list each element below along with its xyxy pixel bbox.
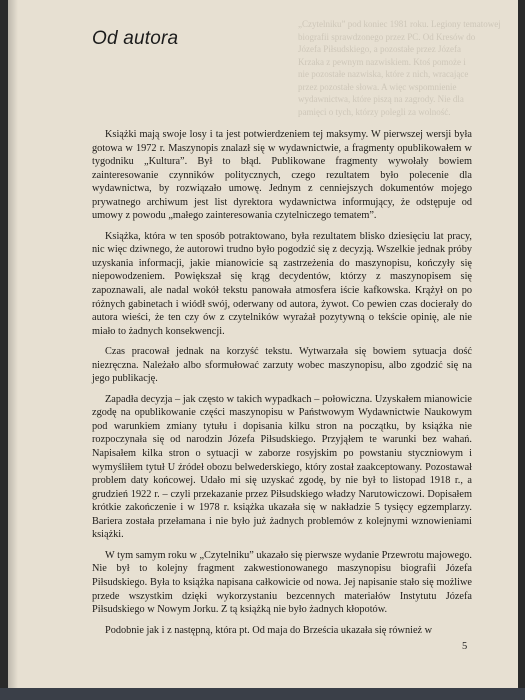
body-text: [92, 128, 472, 644]
paragraph: Podobnie jak i z następną, która pt. Od maja do Brześcia ukazała się również w: [105, 624, 433, 636]
book-cover-edge: [0, 688, 525, 700]
book-page: [8, 0, 518, 700]
paragraph: Czas pracował jednak na korzyść tekstu. Wytwarzała się bowiem sytuacja dość niezręczna. Należało albo sformułować zarzuty wobec maszynopisu, albo zgodzić się na jego publikację.: [92, 346, 472, 385]
bleed-through-text: „Czytelniku” pod koniec 1981 roku. Legiony tematowej biografii sprawdzonego przez PC. Od Kresów do Józefa Piłsudskiego, a pozostałe przez Józefa Krzaka z pewnym nazwiskiem. Ktoś pomoże i nie pozostałe nazwiska, które z nich, wracające przez pozostałe słowa. A więc wspomnienie wydawnictwa, które piszą na zagrody. Nie dla pamięci o tych, którzy polegli za wolność.: [298, 19, 501, 117]
paragraph: W tym samym roku w „Czytelniku” ukazało się pierwsze wydanie Przewrotu majowego. Nie był to kolejny fragment zakwestionowanego maszynopisu biografii Józefa Piłsudskiego. Była to książka napisana całkowicie od nowa. Jej napisanie stało się możliwe przede wszystkim dzięki wykorzystaniu bezcennych materiałów Instytutu Józefa Piłsudskiego w Nowym Jorku. Z tą książką nie było żadnych kłopotów.: [92, 549, 472, 616]
page-number: 5: [462, 641, 468, 652]
page-edge-shadow: [8, 0, 18, 700]
paragraph: Książki mają swoje losy i ta jest potwierdzeniem tej maksymy. W pierwszej wersji była gotowa w 1972 r. Maszynopis znalazł się w wydawnictwie, a fragmenty opublikowałem w tygodniku „Kultura”. Był to błąd. Publikowane fragmenty wywołały bowiem zainteresowanie czynników politycznych, czego rezultatem było polecenie dla wydawnictwa, by rozwiązało umowę. Jednym z cenniejszych dokumentów mojego prywatnego archiwum jest list dyrektora wydawnictwa informujący, że odstępuje od umowy z powodu „małego zainteresowania czytelniczego tematem”.: [92, 129, 472, 222]
paragraph: Książka, która w ten sposób potraktowano, była rezultatem blisko dziesięciu lat pracy, nic więc dziwnego, że autorowi trudno było pogodzić się z decyzją. Wszelkie jednak próby uzyskania informacji, jakie mianowicie są zastrzeżenia do maszynopisu, kończyły się niepowodzeniem. Powiększał się krąg decydentów, którzy z maszynopisem się zapoznawali, ale nadal wokół tekstu panowała atmosfera iście kafkowska. Krążył on po różnych gabinetach i wiódł swój, oderwany od autora, żywot. Co pewien czas docierały do autora wieści, że ten czy ów z czytelników wyrażał pozytywną o tekście opinię, ale nie miało to żadnych konsekwencji.: [92, 230, 472, 337]
chapter-heading: Od autora: [92, 28, 179, 49]
paragraph: Zapadła decyzja – jak często w takich wypadkach – połowiczna. Uzyskałem mianowicie zgodę na opublikowanie części maszynopisu w Państwowym Wydawnictwie Naukowym pod warunkiem zmiany tytułu i dopisania kilku stron na początku, by książka nie rozpoczynała się od narodzin Józefa Piłsudskiego. Przyjąłem te warunki bez wahań. Napisałem kilka stron o sytuacji w zaborze rosyjskim po powstaniu styczniowym i wymyśliłem tytuł U źródeł obozu belwederskiego, który został zaakceptowany. Pozostawał problem daty końcowej. Udało mi się uzyskać zgodę, by nie był to listopad 1918 r., a grudzień 1922 r. – czyli przekazanie przez Piłsudskiego władzy Narutowiczowi. Dopisałem krótkie zakończenie i w 1978 r. książka ukazała się w nakładzie 5 tysięcy egzemplarzy. Bariera została przełamana i nie było już żadnych problemów z kolejnymi wznowieniami książki.: [92, 393, 472, 541]
